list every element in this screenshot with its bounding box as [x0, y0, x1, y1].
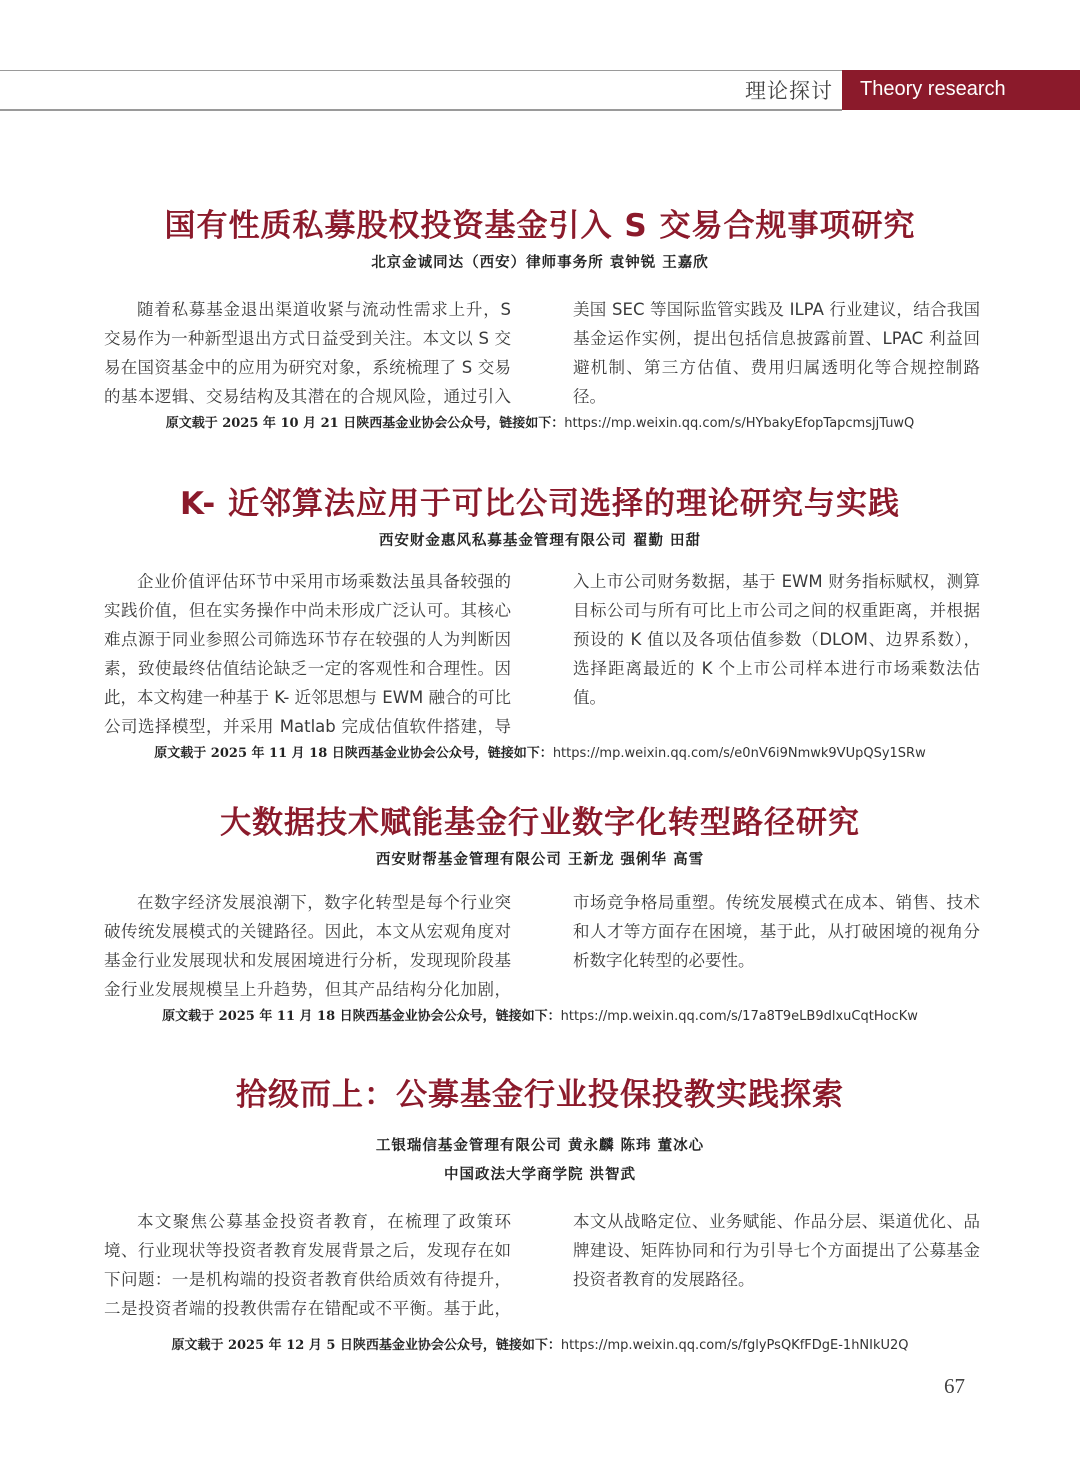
article-source [0, 413, 1080, 435]
source-link[interactable]: https://mp.weixin.qq.com/s/17a8T9eLB9dlxuCqtHocKw [560, 1009, 918, 1024]
article-title: 国有性质私募股权投资基金引入 S 交易合规事项研究 [164, 208, 916, 244]
article-source [0, 1335, 1080, 1357]
section-label-cn: 理论探讨 [745, 79, 833, 103]
article-abstract [104, 295, 980, 411]
article-4 [0, 1075, 1080, 1357]
article-source [0, 1006, 1080, 1028]
header-rule-top [0, 70, 842, 71]
article-authors-line-2: 中国政法大学商学院 洪智武 [443, 1166, 637, 1183]
source-link[interactable]: https://mp.weixin.qq.com/s/e0nV6i9Nmwk9VUpQSy1SRw [552, 746, 926, 761]
article-authors: 西安财帮基金管理有限公司 王新龙 强俐华 高雪 [375, 851, 705, 868]
article-abstract [104, 1207, 980, 1323]
article-title: 大数据技术赋能基金行业数字化转型路径研究 [220, 805, 860, 841]
article-1 [0, 206, 1080, 435]
article-authors-line-1: 工银瑞信基金管理有限公司 黄永麟 陈玮 董冰心 [375, 1137, 705, 1154]
header-rule-bottom [0, 109, 842, 111]
article-title: K- 近邻算法应用于可比公司选择的理论研究与实践 [180, 486, 900, 522]
section-label-en: Theory research [842, 70, 1080, 110]
article-abstract [104, 567, 980, 741]
abstract-text: 企业价值评估环节中采用市场乘数法虽具备较强的实践价值，但在实务操作中尚未形成广泛认可。其核心难点源于同业参照公司筛选环节存在较强的人为判断因素，致使最终估值结论缺乏一定的客观性和合理性。因此，本文构建一种基于 K- 近邻思想与 EWM 融合的可比公司选择模型，并采用 Matlab 完成估值软件搭建，导入上市公司财务数据，基于 EWM 财务指标赋权，测算目标公司与所有可比上市公司之间的权重距离，并根据预设的 K 值以及各项估值参数（DLOM、边界系数），选择距离最近的 K 个上市公司样本进行市场乘数法估值。 [104, 572, 980, 736]
article-abstract [104, 888, 980, 1004]
article-authors: 北京金诚同达（西安）律师事务所 袁钟锐 王嘉欣 [371, 254, 709, 271]
article-3 [0, 803, 1080, 1028]
source-link[interactable]: https://mp.weixin.qq.com/s/HYbakyEfopTapcmsjjTuwQ [564, 416, 915, 431]
article-authors: 西安财金惠风私募基金管理有限公司 翟勤 田甜 [378, 532, 702, 549]
abstract-text: 随着私募基金退出渠道收紧与流动性需求上升，S 交易作为一种新型退出方式日益受到关注。本文以 S 交易在国资基金中的应用为研究对象，系统梳理了 S 交易的基本逻辑、交易结构及其潜在的合规风险，通过引入美国 SEC 等国际监管实践及 ILPA 行业建议，结合我国基金运作实例，提出包括信息披露前置、LPAC 利益回避机制、第三方估值、费用归属透明化等合规控制路径。 [104, 300, 980, 406]
article-2 [0, 484, 1080, 765]
source-text: 原文载于 2025 年 11 月 18 日陕西基金业协会公众号，链接如下： [154, 746, 553, 761]
source-text: 原文载于 2025 年 10 月 21 日陕西基金业协会公众号，链接如下： [165, 416, 565, 431]
page-number: 67 [944, 1374, 965, 1398]
article-title: 拾级而上：公募基金行业投保投教实践探索 [236, 1077, 844, 1113]
source-link[interactable]: https://mp.weixin.qq.com/s/fglyPsQKfFDgE-1hNIkU2Q [560, 1338, 909, 1353]
abstract-text: 在数字经济发展浪潮下，数字化转型是每个行业突破传统发展模式的关键路径。因此，本文从宏观角度对基金行业发展现状和发展困境进行分析，发现现阶段基金行业发展规模呈上升趋势，但其产品结构分化加剧，市场竞争格局重塑。传统发展模式在成本、销售、技术和人才等方面存在困境，基于此，从打破困境的视角分析数字化转型的必要性。 [104, 893, 980, 999]
source-text: 原文载于 2025 年 12 月 5 日陕西基金业协会公众号，链接如下： [171, 1338, 561, 1353]
article-source [0, 743, 1080, 765]
abstract-text: 本文聚焦公募基金投资者教育，在梳理了政策环境、行业现状等投资者教育发展背景之后，发现存在如下问题：一是机构端的投资者教育供给质效有待提升，二是投资者端的投教供需存在错配或不平衡。基于此，本文从战略定位、业务赋能、作品分层、渠道优化、品牌建设、矩阵协同和行为引导七个方面提出了公募基金投资者教育的发展路径。 [104, 1212, 980, 1318]
source-text: 原文载于 2025 年 11 月 18 日陕西基金业协会公众号，链接如下： [162, 1009, 561, 1024]
